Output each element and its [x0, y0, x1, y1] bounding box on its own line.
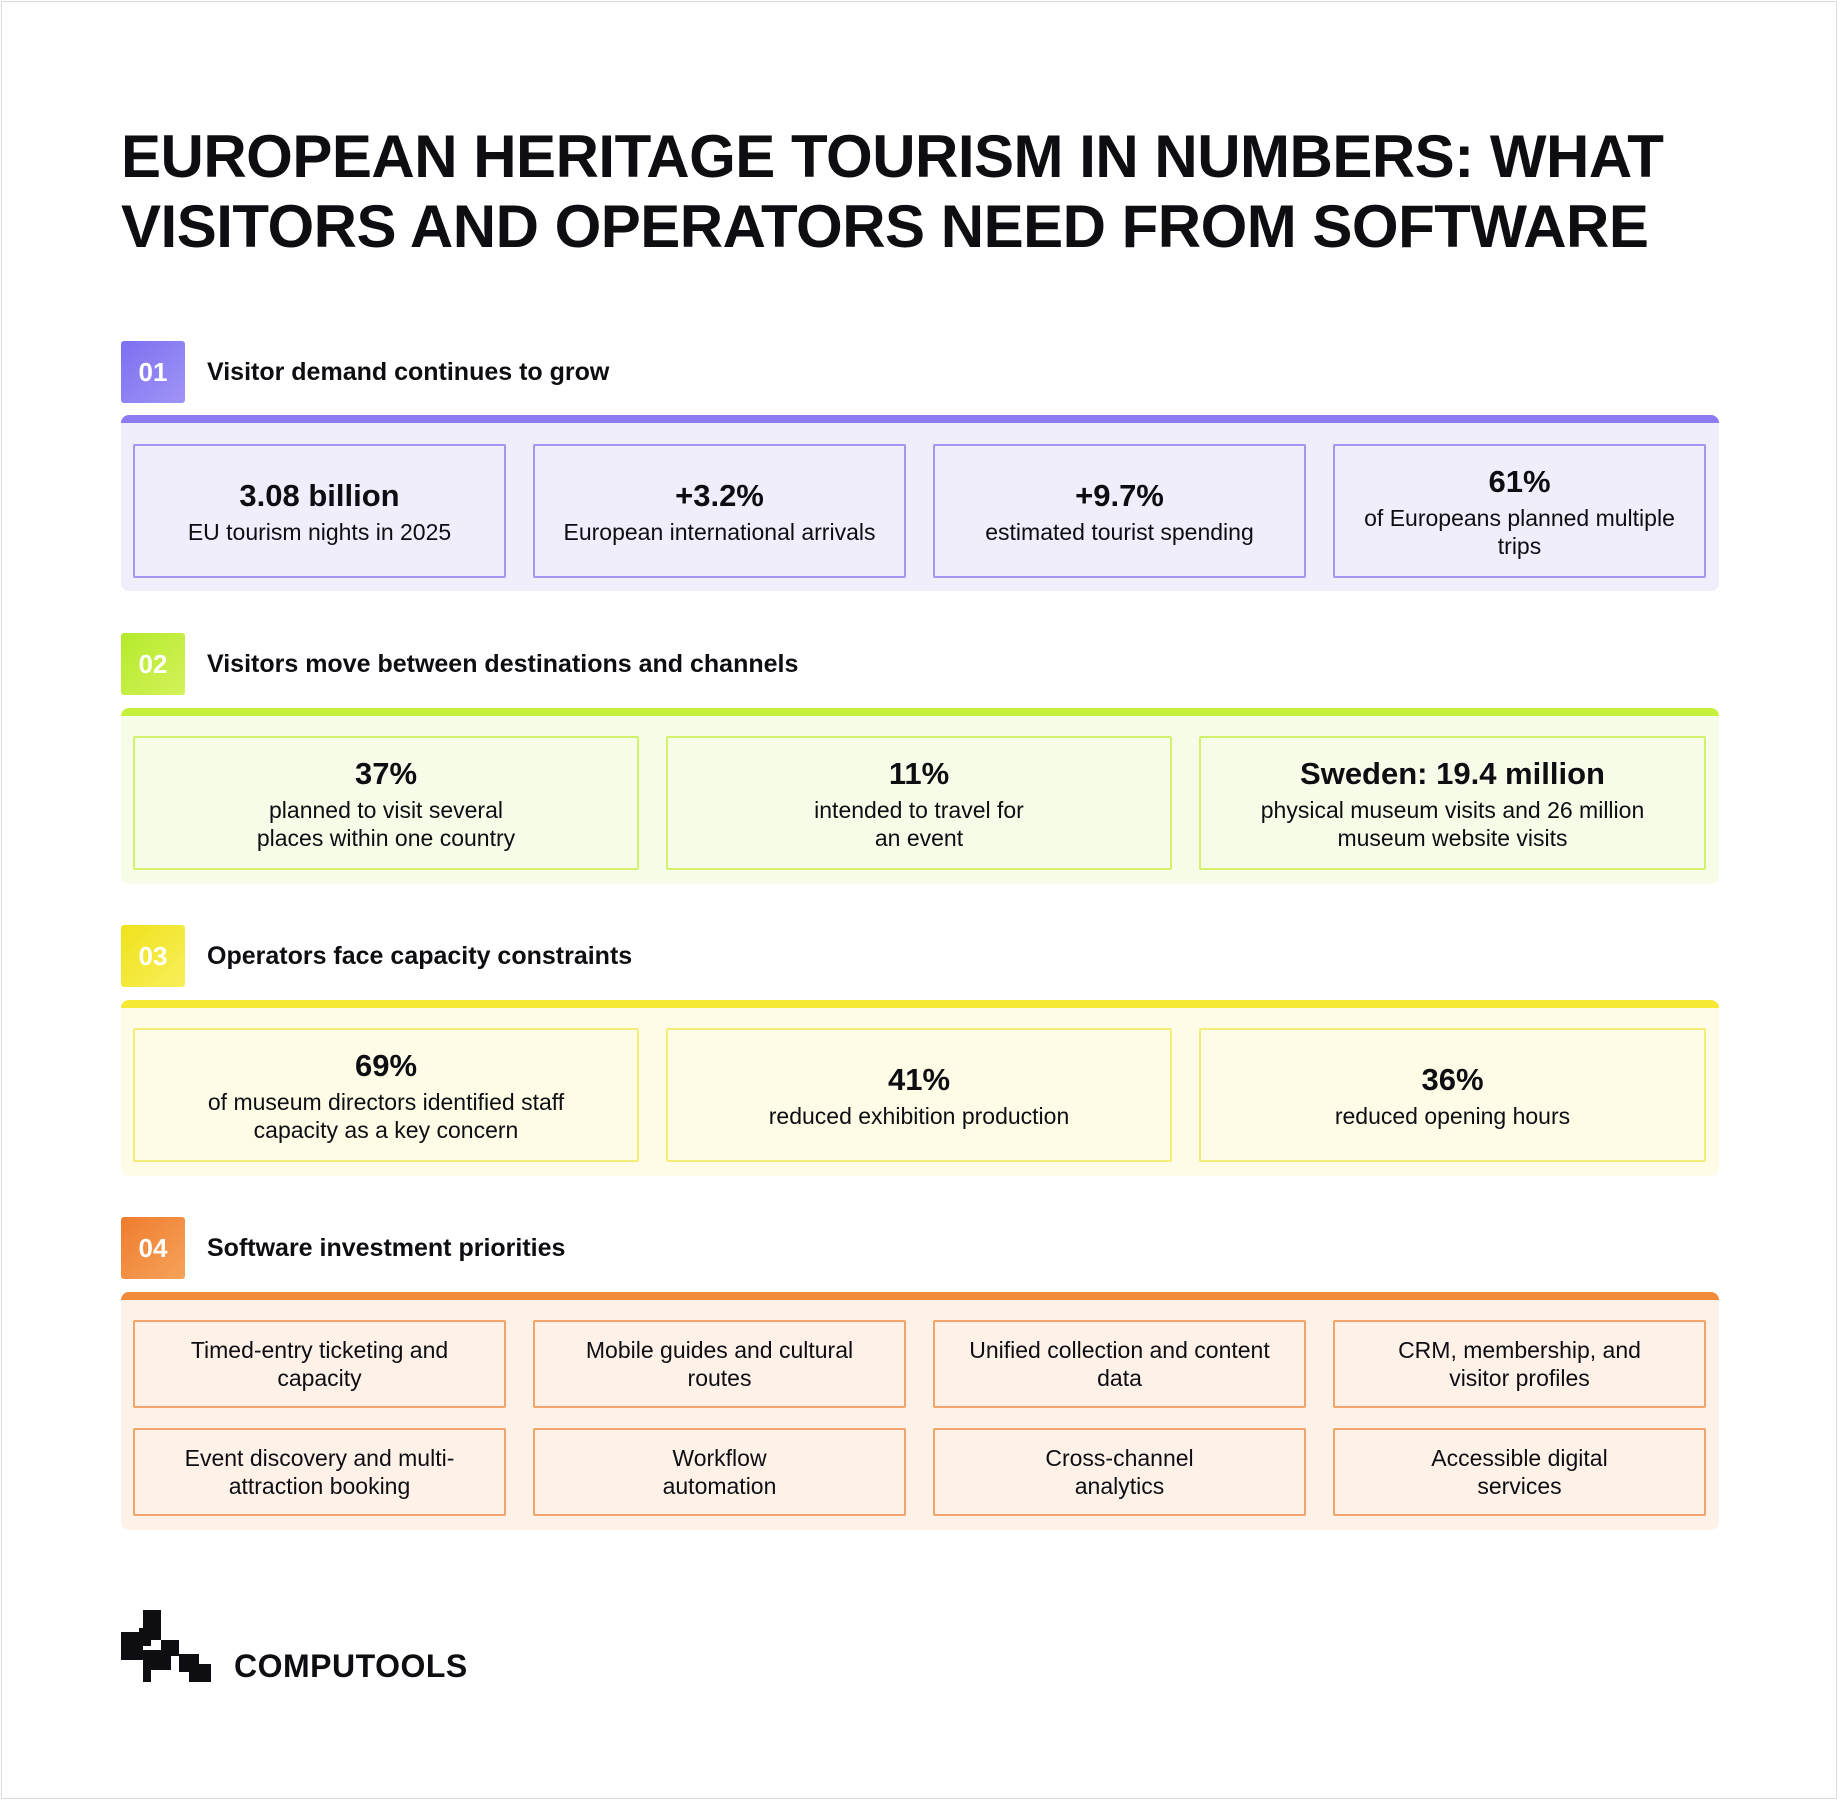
priority-label: Workflow automation [662, 1445, 777, 1499]
stat-card [1199, 1028, 1706, 1162]
priority-label: Mobile guides and cultural routes [585, 1337, 854, 1391]
section-panel-04 [121, 1292, 1719, 1530]
priority-label: Accessible digital services [1431, 1445, 1608, 1499]
section-panel-02 [121, 708, 1719, 884]
section-number: 02 [121, 633, 185, 695]
section-title: Operators face capacity constraints [207, 941, 633, 970]
priority-item [533, 1320, 906, 1408]
priority-item [1333, 1320, 1706, 1408]
section-title: Visitor demand continues to grow [207, 357, 610, 386]
stat-value: 11% [888, 755, 950, 791]
stat-description: reduced exhibition production [768, 1102, 1070, 1129]
stat-description: European international arrivals [563, 518, 876, 545]
section-number: 03 [121, 925, 185, 987]
stat-value: 3.08 billion [239, 477, 400, 513]
priority-item [933, 1428, 1306, 1516]
page-title: EUROPEAN HERITAGE TOURISM IN NUMBERS: WHAT VISITORS AND OPERATORS NEED FROM SOFTWARE [121, 123, 1664, 260]
section-header-02 [121, 633, 798, 695]
stat-card [133, 444, 506, 578]
stat-description: intended to travel for an event [814, 796, 1024, 851]
section-header-04 [121, 1217, 565, 1279]
stat-value: 37% [354, 755, 418, 791]
section-panel-01 [121, 415, 1719, 591]
section-title: Visitors move between destinations and channels [207, 649, 799, 678]
stat-value: Sweden: 19.4 million [1300, 755, 1605, 791]
section-title: Software investment priorities [207, 1233, 566, 1262]
stat-value: 41% [887, 1061, 951, 1097]
priority-label: CRM, membership, and visitor profiles [1398, 1337, 1641, 1391]
priority-item [133, 1320, 506, 1408]
section-header-01 [121, 341, 609, 403]
priority-item [533, 1428, 906, 1516]
section-header-03 [121, 925, 632, 987]
priority-label: Cross-channel analytics [1045, 1445, 1194, 1499]
priority-item [1333, 1428, 1706, 1516]
stat-card [666, 1028, 1172, 1162]
priority-label: Unified collection and content data [969, 1337, 1270, 1391]
stat-value: +3.2% [675, 477, 764, 513]
section-panel-03 [121, 1000, 1719, 1176]
stat-description: estimated tourist spending [985, 518, 1254, 545]
stat-description: EU tourism nights in 2025 [187, 518, 452, 545]
stat-value: 61% [1488, 463, 1551, 499]
section-number: 04 [121, 1217, 185, 1279]
stat-description: of museum directors identified staff capacity as a key concern [207, 1088, 565, 1143]
priority-item [133, 1428, 506, 1516]
stat-card [133, 1028, 639, 1162]
stat-card [1333, 444, 1706, 578]
stat-value: 69% [354, 1047, 418, 1083]
computools-logo-icon [121, 1610, 211, 1682]
stat-card [1199, 736, 1706, 870]
stat-card [933, 444, 1306, 578]
stat-description: of Europeans planned multiple trips [1364, 504, 1675, 559]
priority-label: Timed-entry ticketing and capacity [190, 1337, 449, 1391]
priority-item [933, 1320, 1306, 1408]
stat-card [666, 736, 1172, 870]
stat-value: 36% [1421, 1061, 1484, 1097]
stat-description: physical museum visits and 26 million museum website visits [1260, 796, 1645, 851]
stat-value: +9.7% [1075, 477, 1164, 513]
brand-name: COMPUTOOLS [234, 1648, 468, 1684]
stat-description: reduced opening hours [1334, 1102, 1571, 1129]
stat-description: planned to visit several places within one country [256, 796, 516, 851]
priority-label: Event discovery and multi-attraction booking [184, 1445, 455, 1499]
stat-card [133, 736, 639, 870]
stat-card [533, 444, 906, 578]
section-number: 01 [121, 341, 185, 403]
